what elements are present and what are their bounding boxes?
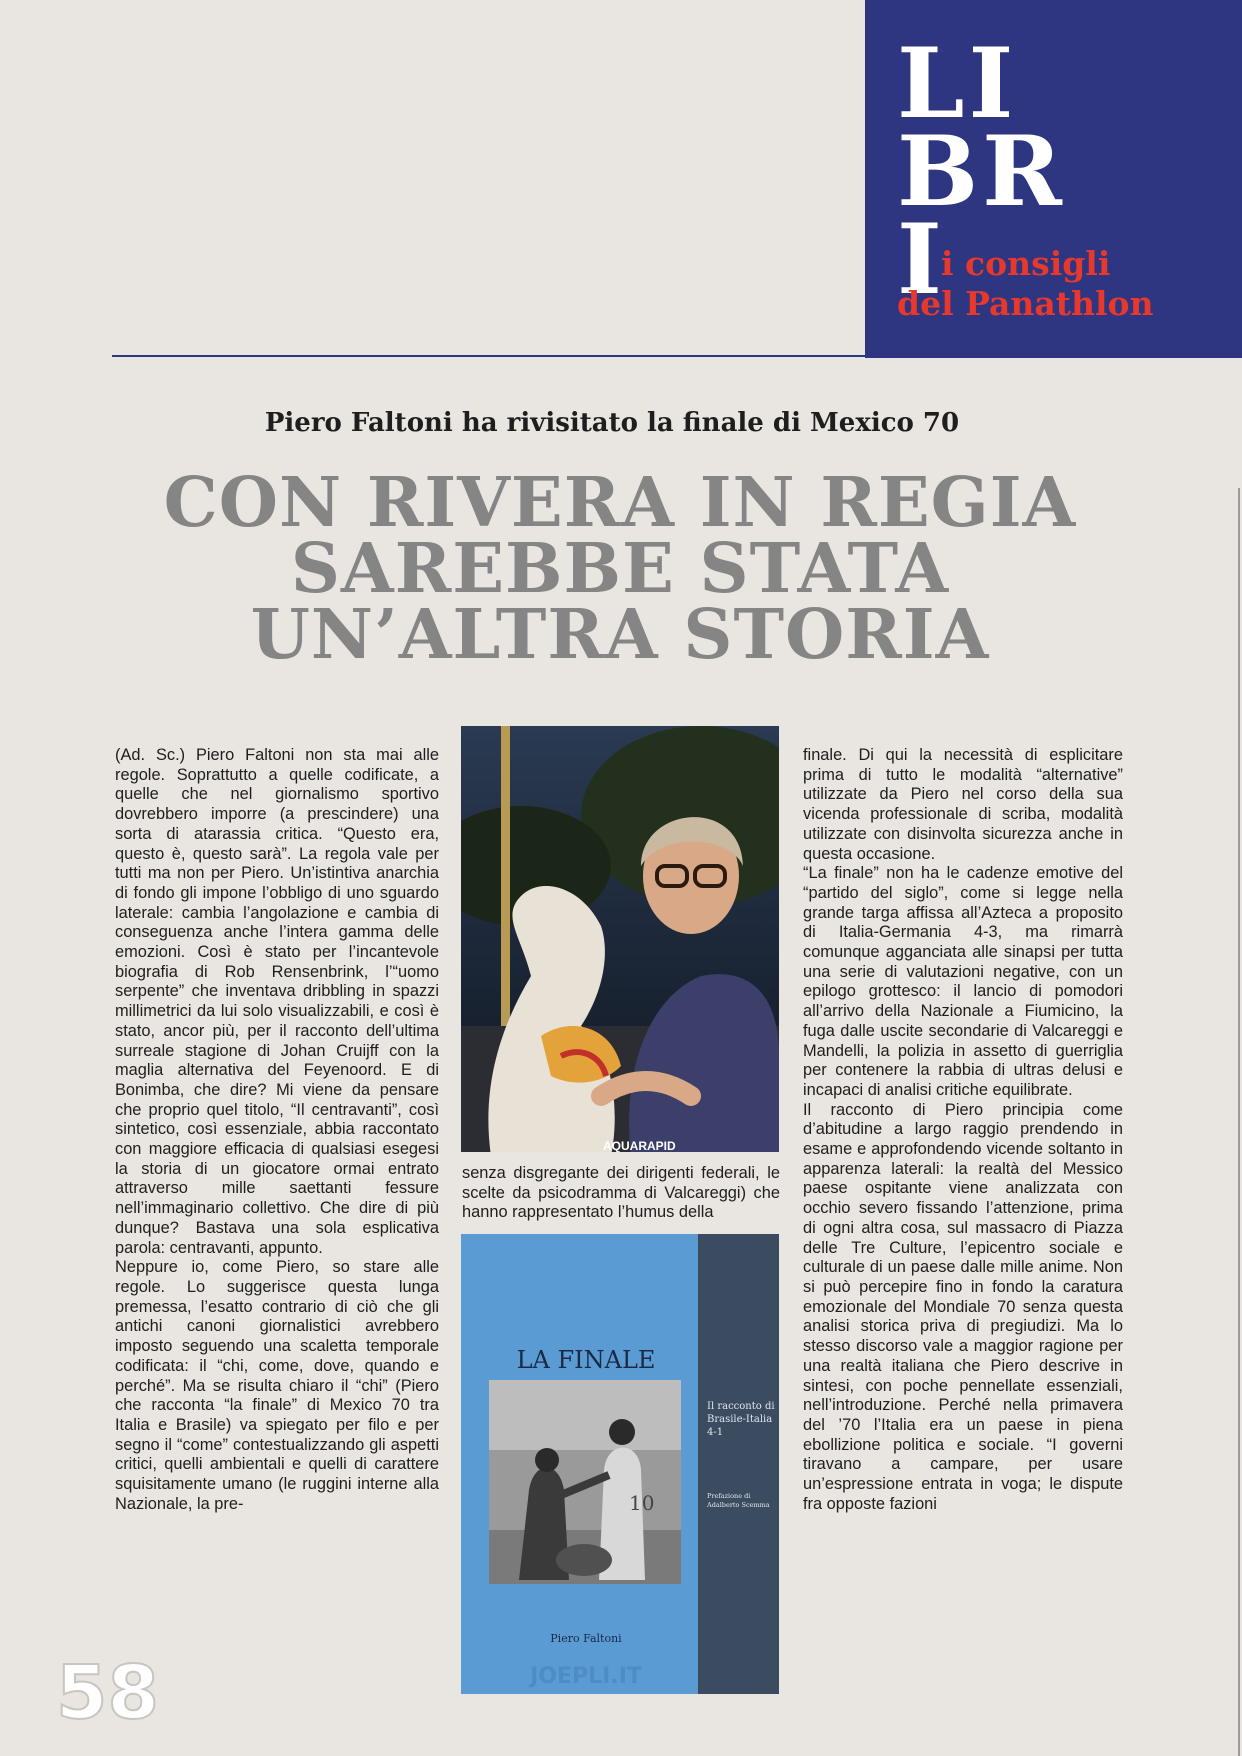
page-edge-line xyxy=(1238,488,1240,1756)
paragraph: Neppure io, come Piero, so stare alle regole. Lo suggerisce questa lunga premessa, l’esatto contrario di ciò che gli antichi canoni giornalistici avrebbero imposto seguendo una scaletta temporale codificata: il “chi, come, dove, quando e perché”. Ma se risulta chiaro il “chi” (Piero che racconta “la finale” di Mexico 70 tra Italia e Brasile) va spiegato per filo e per segno il “come” contestualizzando gli aspetti critici, quelli ambientali e quelli di carattere squisitamente umano (le ruggini interne alla Nazionale, la pre- xyxy=(115,1258,439,1513)
masthead-tagline-2: del Panathlon xyxy=(897,284,1154,323)
book-cover-spine xyxy=(698,1234,779,1694)
book-cover-photo xyxy=(489,1380,681,1584)
headline-line-2: SAREBBE STATA xyxy=(290,529,950,609)
masthead-block xyxy=(865,0,1242,358)
book-cover xyxy=(461,1234,779,1694)
masthead-line-1: LI xyxy=(897,27,1018,140)
section-divider xyxy=(112,355,865,357)
shirt-number: 10 xyxy=(629,1491,655,1515)
page-number: 58 xyxy=(56,1650,159,1736)
paragraph: (Ad. Sc.) Piero Faltoni non sta mai alle regole. Soprattutto a quelle codificate, a quelle che nel giornalismo sportivo dovrebbero imporre (a prescindere) una sorta di atarassia critica. “Questo era, questo è, questo sarà”. La regola vale per tutti ma non per Piero. Un’istintiva anarchia di fondo gli impone l’obbligo di uno sguardo laterale: cambia l’angolazione e cambia di conseguenza anche l’intera gamma delle emozioni. Così è stato per l’incantevole biografia di Rob Rensenbrink, l’“uomo serpente” che inventava dribbling in spazzi millimetrici da lui solo visualizzabili, e così è stato, ancor più, per il racconto dell’ultima surreale stagione di Johan Cruijff con la maglia alternativa del Feyenoord. E di Bonimba, che dire? Mi viene da pensare che proprio quel titolo, “Il centravanti”, così sintetico, così essenziale, abbia raccontato con maggiore efficacia di qualsiasi esegesi la storia di un giocatore ormai entrato attraverso mille saettanti fessure nell’immaginario collettivo. Che dire di più dunque? Bastava una sola esplicativa parola: centravanti, appunto. xyxy=(115,746,439,1257)
masthead-line-2: BR xyxy=(897,115,1066,228)
paragraph: Il racconto di Piero principia come d’abitudine a largo raggio prendendo in esame e approfondendo vicende soltanto in apparenza laterali: la realtà del Messico paese ospitante viene analizzata con occhio severo fissando l’attenzione, prima di ogni altra cosa, sul massacro di Piazza delle Tre Culture, l’epicentro sociale e culturale di un paese dalle mille anime. Non si può percepire fino in fondo la caratura emozionale del Mondiale 70 senza questa analisi storica priva di pregiudizi. Ma lo stesso discorso vale a maggior ragione per una realtà italiana che Piero descrive in sintesi, con poche pennellate essenziali, nell’introduzione. Perché nella primavera del ’70 l’Italia era un paese in piena ebollizione politica e sociale. “I governi tiravano a campare, per usare un’espressione entrata in voga; le dispute fra opposte fazioni xyxy=(803,1100,1123,1513)
watermark: JOEPLI.IT xyxy=(530,1664,642,1689)
paragraph: “La finale” non ha le cadenze emotive del “partido del siglo”, come si legge nella grande targa affissa all’Azteca a proposito di Italia-Germania 4-3, ma rimarrà comunque agganciata alle sinapsi per tutta una serie di valutazioni negative, con un epilogo grottesco: il lancio di pomodori all’arrivo della Nazionale a Fiumicino, la fuga dalle uscite secondarie di Valcareggi e Mandelli, la polizia in assetto di guerriglia per contenere la rabbia di ultras delusi e incapaci di analisi critiche equilibrate. xyxy=(803,864,1123,1099)
headline-line-1: CON RIVERA IN REGIA xyxy=(163,463,1077,543)
book-title: LA FINALE xyxy=(516,1346,656,1374)
article-column-middle xyxy=(462,1164,780,1223)
article-column-right xyxy=(803,746,1123,1514)
article-column-left xyxy=(115,746,439,1514)
football-photo-illustration xyxy=(489,1380,681,1584)
paragraph: senza disgregante dei dirigenti federali, le scelte da psicodramma di Valcareggi) che hanno rappresentato l’humus della xyxy=(462,1164,780,1222)
author-photo-illustration xyxy=(461,726,779,1152)
photo-shirt-text: AQUARAPID xyxy=(603,1139,676,1152)
book-subtitle: Il racconto di Brasile-Italia 4-1 xyxy=(707,1401,775,1438)
book-author: Piero Faltoni xyxy=(550,1632,622,1645)
book-preface-credit: Prefazione di Adalberto Scemma xyxy=(707,1492,770,1509)
masthead-tagline-1: i consigli xyxy=(941,244,1111,283)
author-photo xyxy=(461,726,779,1152)
headline-line-3: UN’ALTRA STORIA xyxy=(250,595,990,675)
article-kicker: Piero Faltoni ha rivisitato la finale di Mexico 70 xyxy=(264,408,960,438)
masthead-line-3: I xyxy=(897,203,946,316)
paragraph: finale. Di qui la necessità di esplicitare prima di tutto le modalità “alternative” utilizzate da Piero nel corso della sua vicenda professionale di scriba, modalità utilizzate con disinvolta sicurezza anche in questa occasione. xyxy=(803,746,1123,863)
article-headline xyxy=(100,463,1140,675)
